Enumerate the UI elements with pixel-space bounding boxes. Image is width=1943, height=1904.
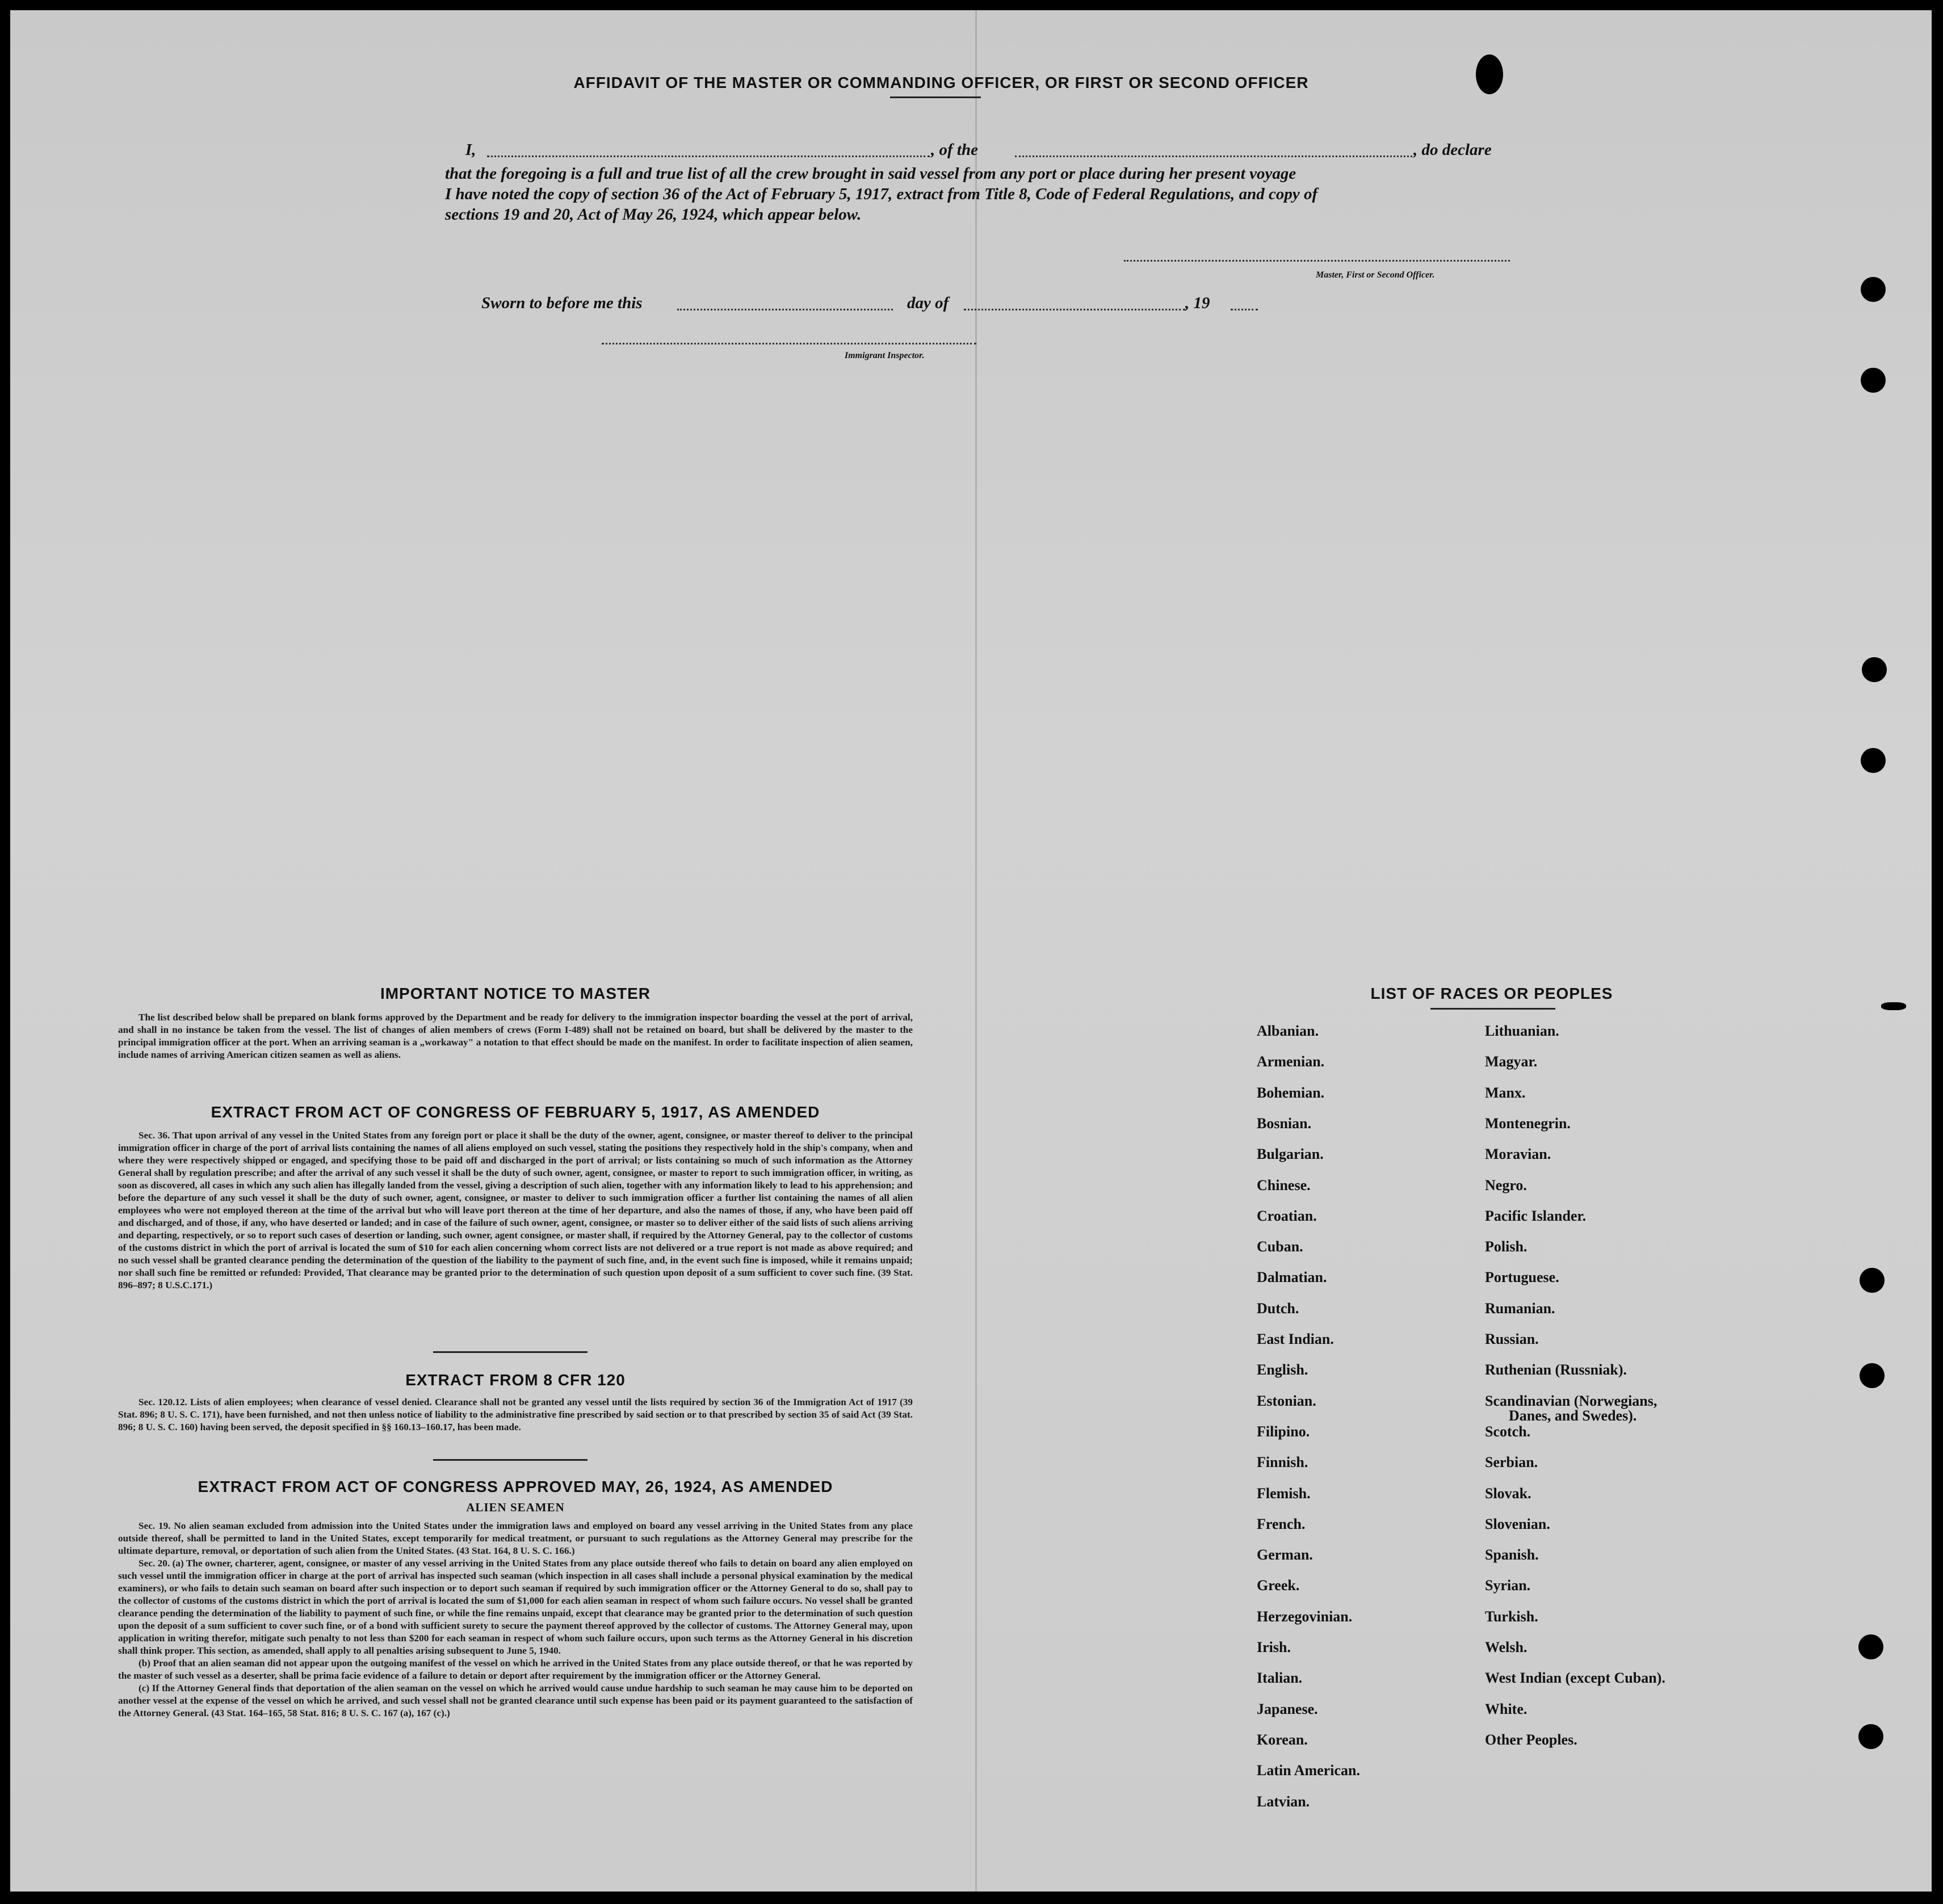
notice-text-block — [118, 1011, 913, 1061]
extract-1924-title: EXTRACT FROM ACT OF CONGRESS APPROVED MAY, 26, 1924, AS AMENDED — [198, 1478, 833, 1495]
race-entry: Chinese. — [1257, 1176, 1311, 1193]
affidavit-line-3: sections 19 and 20, Act of May 26, 1924, which appear below. — [445, 205, 862, 224]
page-fold — [975, 10, 977, 1892]
extract-cfr-block — [118, 1396, 913, 1434]
race-entry: Latvian. — [1257, 1793, 1310, 1810]
do-declare-label: , do declare — [1413, 141, 1492, 159]
ink-blot — [1881, 1002, 1906, 1010]
race-entry: Russian. — [1485, 1331, 1539, 1347]
extract-1917-block — [118, 1129, 913, 1292]
ink-blot — [1476, 54, 1503, 94]
race-entry: Japanese. — [1257, 1700, 1318, 1717]
affidavit-title: AFFIDAVIT OF THE MASTER OR COMMANDING OFFICER, OR FIRST OR SECOND OFFICER — [573, 74, 1309, 91]
race-entry: Bosnian. — [1257, 1115, 1312, 1132]
race-entry: Montenegrin. — [1485, 1115, 1571, 1132]
race-entry: Ruthenian (Russniak). — [1485, 1361, 1627, 1378]
year-label: , 19 — [1185, 294, 1210, 312]
race-entry: East Indian. — [1257, 1331, 1334, 1347]
notice-text: The list described below shall be prepared on blank forms approved by the Department and be ready for delivery to the immigration inspector boarding the vessel at the port of arrival, and shall in no instance be taken from the vessel. The list of changes of alien members of crews (Form I-489) shall not be retained on board, but shall be delivered by the master to the principal immigration officer at the port. When an arriving seaman is a „workaway" a notation to that effect should be made on the manifest. In order to facilitate inspection of alien seamen, include names of arriving American citizen seamen as well as aliens. — [118, 1012, 913, 1060]
extract-1924-sec20b: (b) Proof that an alien seaman did not appear upon the outgoing manifest of the vessel on which he arrived in the United States from any place outside thereof, or that he was reported by the master of such vessel as a deserter, shall be prima facie evidence of a failure to detain or deport after requirement by the immigration officer or the Attorney General. — [118, 1658, 913, 1681]
race-entry: Albanian. — [1257, 1023, 1319, 1039]
race-entry: Portuguese. — [1485, 1269, 1559, 1286]
race-entry: Negro. — [1485, 1176, 1527, 1193]
race-entry: Moravian. — [1485, 1146, 1551, 1163]
vessel-field[interactable] — [1015, 155, 1412, 157]
race-entry: Italian. — [1257, 1670, 1303, 1687]
extract-cfr-title: EXTRACT FROM 8 CFR 120 — [405, 1371, 626, 1389]
race-entry: Finnish. — [1257, 1454, 1308, 1471]
extract-1924-subtitle: ALIEN SEAMEN — [466, 1500, 565, 1514]
race-entry: Slovak. — [1485, 1485, 1531, 1502]
race-entry: Cuban. — [1257, 1238, 1303, 1255]
i-label: I, — [465, 141, 476, 159]
binder-hole — [1862, 657, 1887, 682]
race-entry: Turkish. — [1485, 1608, 1538, 1625]
races-title: LIST OF RACES OR PEOPLES — [1370, 985, 1613, 1002]
binder-hole — [1861, 368, 1886, 393]
binder-hole — [1858, 1724, 1883, 1749]
race-entry: German. — [1257, 1546, 1313, 1563]
race-entry: Spanish. — [1485, 1546, 1539, 1563]
race-entry: Scandinavian (Norwegians, — [1485, 1392, 1657, 1409]
sworn-year-field[interactable] — [1231, 309, 1258, 310]
race-entry: Korean. — [1257, 1731, 1308, 1748]
race-entry: Danes, and Swedes). — [1509, 1407, 1637, 1424]
race-entry: Bulgarian. — [1257, 1146, 1324, 1163]
extract-1917-text: Sec. 36. That upon arrival of any vessel in the United States from any foreign port or place it shall be the duty of the owner, agent, consignee, or master thereof to deliver to the principal immigration officer in charge of the port of arrival lists containing the names of all aliens employed on such vessel, stating the positions they respectively hold in the ship's company, when and where they were respectively shipped or engaged, and specifying those to be paid off and discharged in the port of arrival; or lists containing so much of such information as the Attorney General shall by regulation prescribe; and after the arrival of any such vessel it shall be the duty of such owner, agent, consignee, or master to report to such immigration officer, in writing, as soon as discovered, all cases in which any such alien has illegally landed from the vessel, giving a description of such alien, together with any information likely to lead to his apprehension; and before the departure of any such vessel it shall be the duty of such owner, agent, consignee, or master to deliver to such immigration officer a further list containing the names of all alien employees who were not employed thereon at the time of the arrival but who will leave port thereon at the time of her departure, and also the names of those, if any, who have been paid off and discharged, and of those, if any, who have deserted or landed; and in case of the failure of such owner, agent, consignee, or master so to deliver either of the said lists of such aliens arriving and departing, respectively, or so to report such cases of desertion or landing, such owner, agent consignee, or master shall, if required by the Attorney General, pay to the collector of customs of the customs district in which the port of arrival is located the sum of $10 for each alien concerning whom correct lists are not delivered or a true report is not made as above required; and no such vessel shall be granted clearance pending the determination of the question of the liability to the payment of such fine, and, in the event such fine is imposed, while it remains unpaid; nor shall such fine be remitted or refunded: Provided, That clearance may be granted prior to the determination of such question upon deposit of a sum sufficient to cover such fine. (39 Stat. 896–897; 8 U.S.C.171.) — [118, 1130, 913, 1291]
race-entry: White. — [1485, 1700, 1527, 1717]
race-entry: English. — [1257, 1361, 1308, 1378]
race-entry: Greek. — [1257, 1577, 1300, 1594]
extract-1917-title: EXTRACT FROM ACT OF CONGRESS OF FEBRUARY 5, 1917, AS AMENDED — [211, 1103, 820, 1121]
of-the-label: , of the — [931, 141, 978, 159]
inspector-signature-field[interactable] — [602, 343, 976, 344]
race-entry: Rumanian. — [1485, 1300, 1555, 1317]
race-entry: Irish. — [1257, 1639, 1291, 1655]
race-entry: Pacific Islander. — [1485, 1207, 1587, 1224]
affidavit-line-2: I have noted the copy of section 36 of the Act of February 5, 1917, extract from Title 8, Code of Federal Regulations, and copy of — [445, 185, 1318, 203]
extract-1924-sec19: Sec. 19. No alien seaman excluded from admission into the United States under the immigration laws and employed on board any vessel arriving in the United States from any place outside thereof, shall be permitted to land in the United States, except temporarily for medical treatment, or pursuant to such regulations as the Attorney General may prescribe for the ultimate departure, removal, or deportation of such alien from the United States. (43 Stat. 164, 8 U. S. C. 166.) — [118, 1520, 913, 1556]
race-entry: Serbian. — [1485, 1454, 1538, 1471]
race-entry: Latin American. — [1257, 1762, 1360, 1779]
extract-1924-block — [118, 1520, 913, 1720]
binder-hole — [1861, 277, 1886, 302]
sworn-month-field[interactable] — [964, 309, 1185, 310]
notice-title: IMPORTANT NOTICE TO MASTER — [380, 985, 651, 1002]
extract-1924-sec20a: Sec. 20. (a) The owner, charterer, agent, consignee, or master of any vessel arriving in the United States from any place outside thereof who fails to detain on board any alien employed on such vessel until the immigration officer in charge at the port of arrival has inspected such seaman (which inspection in all cases shall include a personal physical examination by the medical examiners), or who fails to detain such seaman on board after such inspection or to deport such seaman if required by such immigration officer or the Attorney General to do so, shall pay to the collector of customs of the customs district in which the port of arrival is located the sum of $1,000 for each alien seaman in respect of whom such failure occurs. No vessel shall be granted clearance pending the determination of the liability to payment of such fine, or while the fine remains unpaid, except that clearance may be granted prior to the determination of such question upon the deposit of a sum sufficient to cover such fine, or of a bond with sufficient surety to secure the payment thereof approved by the collector of customs. The Attorney General may, upon application in writing therefor, mitigate such penalty to not less than $200 for each seaman in respect of whom such failure occurs, upon such terms as the Attorney General in his discretion shall think proper. This section, as amended, shall apply to all penalties arising subsequent to June 5, 1940. — [118, 1558, 913, 1656]
binder-hole — [1860, 1363, 1885, 1388]
sworn-label: Sworn to before me this — [481, 294, 643, 312]
section-rule-1 — [433, 1351, 587, 1353]
affidavit-body — [445, 163, 1524, 225]
race-entry: Dalmatian. — [1257, 1269, 1327, 1286]
affidavit-line-1: that the foregoing is a full and true list of all the crew brought in said vessel from any port or place during her present voyage — [445, 165, 1296, 183]
day-of-label: day of — [907, 294, 949, 312]
race-entry: Manx. — [1485, 1084, 1526, 1101]
binder-hole — [1860, 1268, 1885, 1293]
extract-1924-sec20c: (c) If the Attorney General finds that deportation of the alien seaman on the vessel on which he arrived would cause undue hardship to such seaman he may cause him to be deported on another vessel at the expense of the vessel on which he arrived, and such vessel shall not be granted clearance until such expense has been paid or its payment guaranteed to the satisfaction of the Attorney General. (43 Stat. 164–165, 58 Stat. 816; 8 U. S. C. 167 (a), 167 (c).) — [118, 1683, 913, 1718]
section-rule-2 — [433, 1459, 587, 1461]
binder-hole — [1861, 748, 1886, 773]
race-entry: Scotch. — [1485, 1423, 1531, 1440]
race-entry: Magyar. — [1485, 1053, 1538, 1070]
officer-signature-field[interactable] — [1124, 260, 1510, 262]
race-entry: Estonian. — [1257, 1392, 1316, 1409]
inspector-caption: Immigrant Inspector. — [845, 351, 925, 360]
race-entry: Polish. — [1485, 1238, 1527, 1255]
document-page — [10, 10, 1932, 1892]
race-entry: Other Peoples. — [1485, 1731, 1577, 1748]
officer-signature-caption: Master, First or Second Officer. — [1316, 270, 1435, 280]
race-entry: Armenian. — [1257, 1053, 1325, 1070]
race-entry: Welsh. — [1485, 1639, 1527, 1655]
extract-cfr-text: Sec. 120.12. Lists of alien employees; when clearance of vessel denied. Clearance shall not be granted any vessel until the lists required by section 36 of the Immigration Act of 1917 (39 Stat. 896; 8 U. S. C. 171), have been furnished, and not then unless notice of liability to the administrative fine prescribed by said section or to that prescribed by section 35 of said Act (39 Stat. 896; 8 U. S. C. 160) having been served, the deposit specified in §§ 160.13–160.17, has been made. — [118, 1397, 913, 1432]
race-entry: Herzegovinian. — [1257, 1608, 1353, 1625]
binder-hole — [1858, 1634, 1883, 1659]
race-entry: Bohemian. — [1257, 1084, 1325, 1101]
race-entry: Slovenian. — [1485, 1515, 1550, 1532]
race-entry: Syrian. — [1485, 1577, 1531, 1594]
sworn-day-field[interactable] — [677, 309, 893, 310]
race-entry: West Indian (except Cuban). — [1485, 1670, 1665, 1687]
name-field[interactable] — [487, 155, 930, 157]
race-entry: Dutch. — [1257, 1300, 1299, 1317]
races-title-rule — [1430, 1008, 1555, 1010]
race-entry: Flemish. — [1257, 1485, 1311, 1502]
race-entry: Croatian. — [1257, 1207, 1317, 1224]
race-entry: French. — [1257, 1515, 1306, 1532]
title-rule — [890, 96, 981, 98]
race-entry: Lithuanian. — [1485, 1023, 1559, 1039]
race-entry: Filipino. — [1257, 1423, 1310, 1440]
